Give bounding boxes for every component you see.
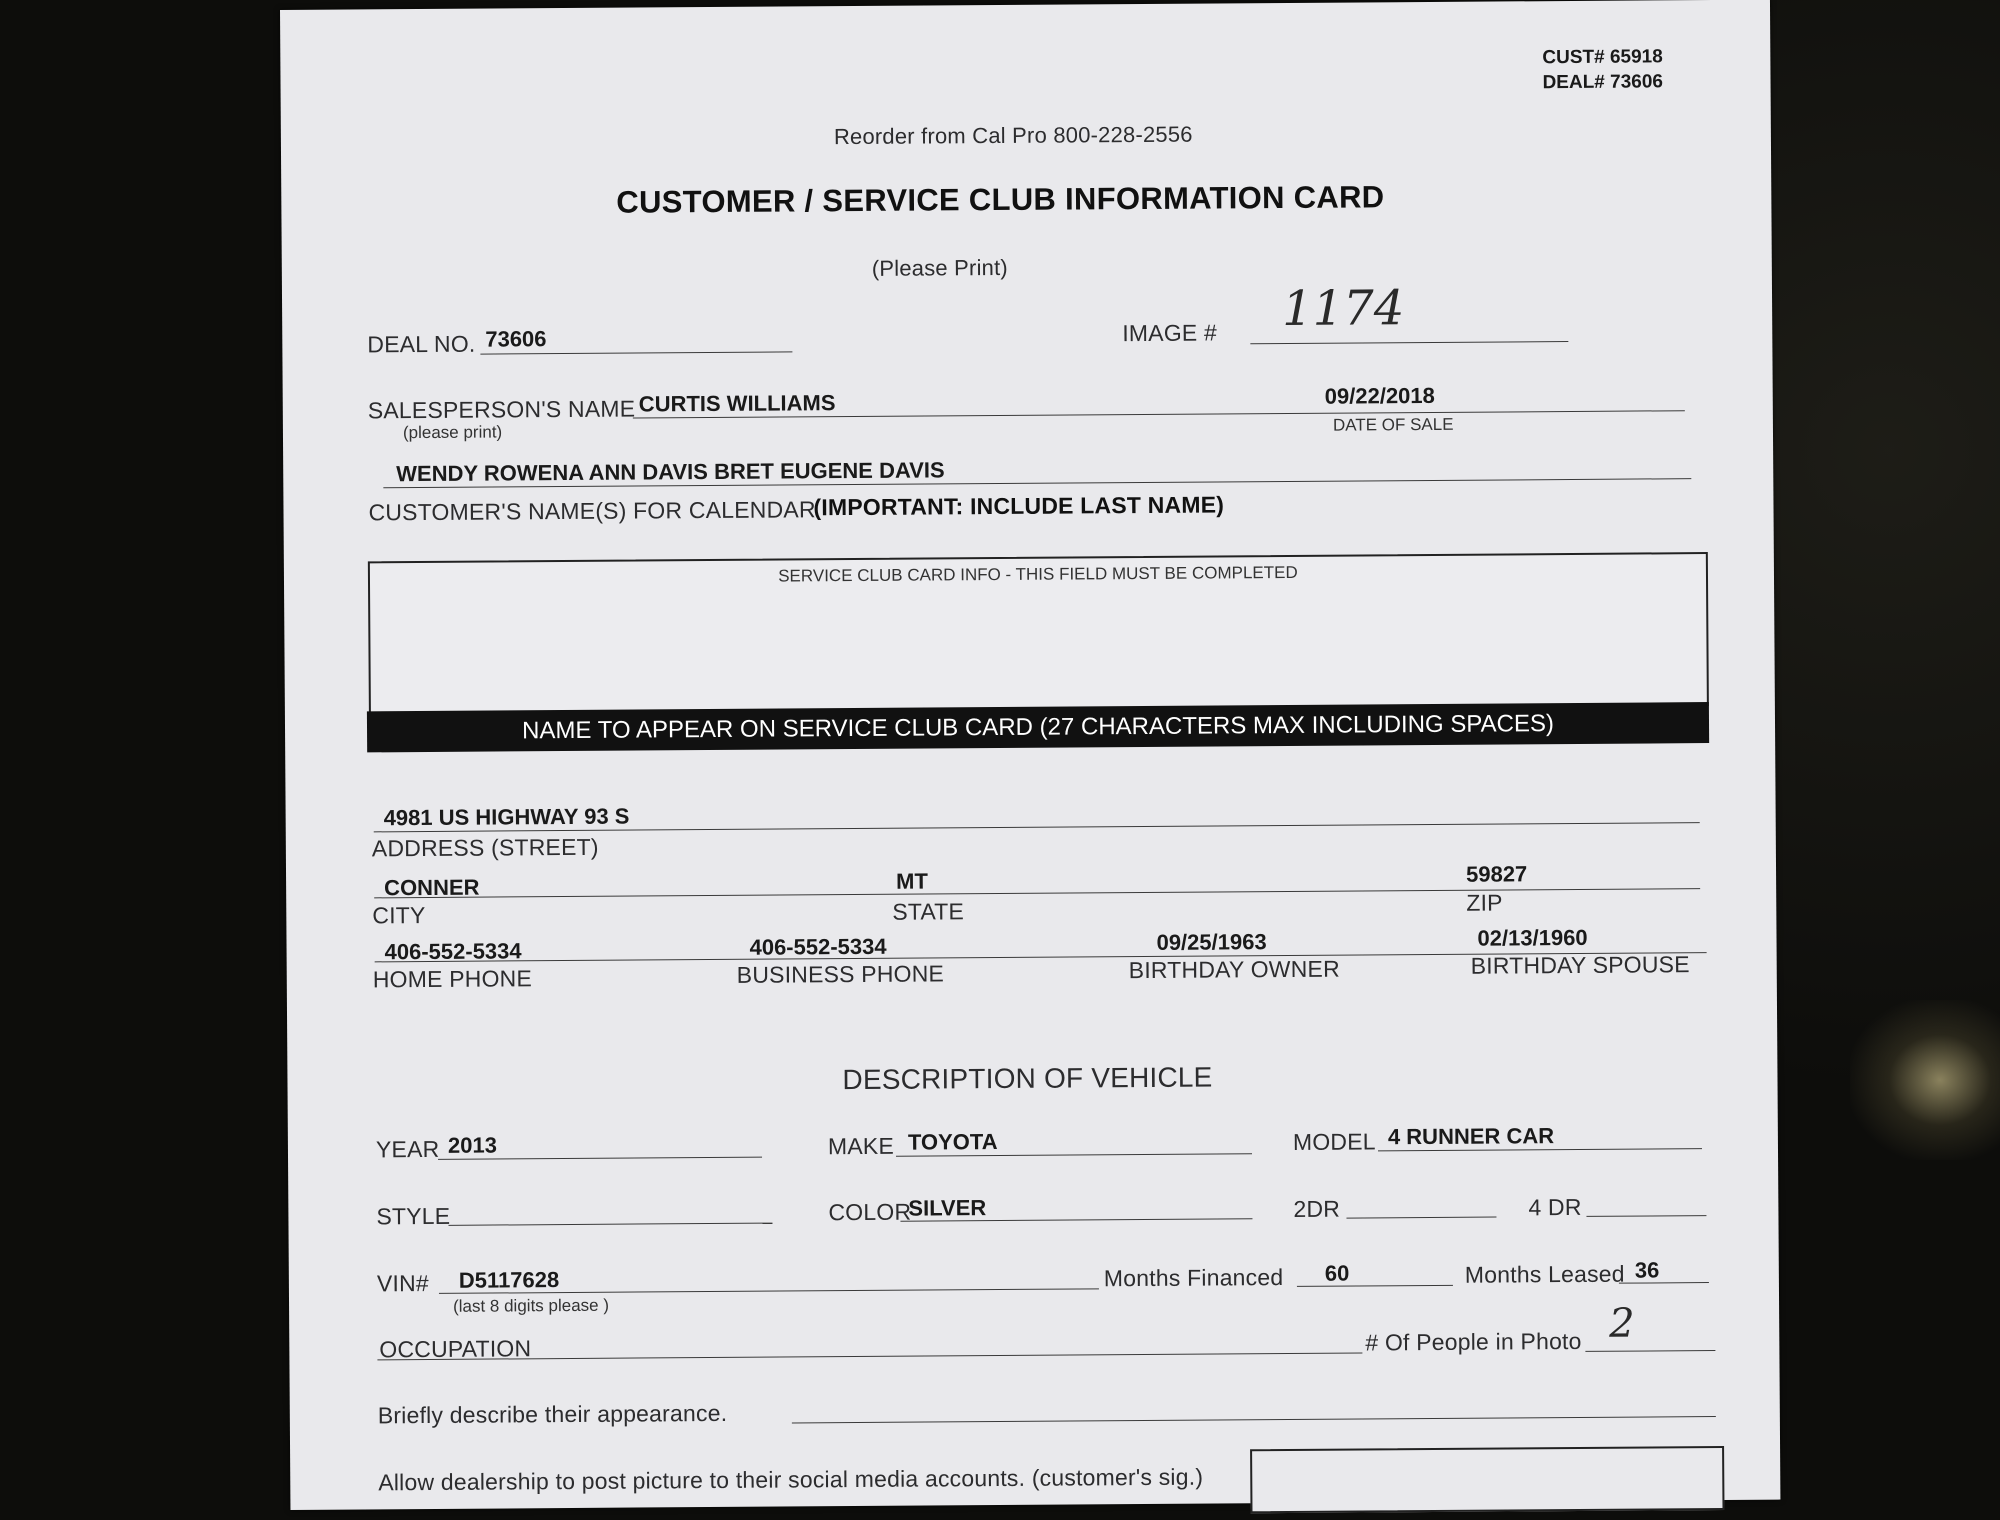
business-phone-label: BUSINESS PHONE: [736, 960, 945, 988]
vin-label: VIN#: [376, 1269, 429, 1297]
date-of-sale-label: DATE OF SALE: [1332, 414, 1454, 435]
customer-signature-box[interactable]: [1250, 1446, 1724, 1513]
occupation-label: OCCUPATION: [379, 1335, 532, 1363]
business-phone-value: 406-552-5334: [749, 933, 887, 960]
deal-no-value: 73606: [485, 326, 547, 352]
twodr-line: [1346, 1217, 1496, 1219]
home-phone-label: HOME PHONE: [372, 965, 533, 993]
fourdr-line: [1586, 1215, 1706, 1217]
salesperson-value: CURTIS WILLIAMS: [638, 390, 836, 417]
image-no-line: [1250, 341, 1568, 344]
info-card-paper: [280, 0, 1780, 1510]
social-media-label: Allow dealership to post picture to their social media accounts. (customer's sig.): [378, 1463, 1204, 1496]
appearance-line: [792, 1416, 1716, 1423]
months-leased-line: [1619, 1282, 1709, 1284]
birthday-spouse-label: BIRTHDAY SPOUSE: [1470, 951, 1690, 979]
please-print-text: (Please Print): [871, 254, 1008, 281]
months-financed-value: 60: [1324, 1260, 1350, 1286]
salesperson-label: SALESPERSON'S NAME: [367, 395, 636, 424]
card-title: CUSTOMER / SERVICE CLUB INFORMATION CARD: [616, 179, 1385, 220]
make-value: TOYOTA: [907, 1129, 998, 1155]
salesperson-sub: (please print): [402, 422, 503, 443]
service-club-box[interactable]: [368, 552, 1709, 715]
zip-label: ZIP: [1466, 889, 1503, 916]
date-of-sale-value: 09/22/2018: [1324, 382, 1435, 409]
home-phone-value: 406-552-5334: [384, 938, 522, 965]
months-financed-line: [1297, 1285, 1453, 1287]
months-leased-label: Months Leased: [1464, 1260, 1625, 1288]
city-value: CONNER: [384, 874, 480, 901]
deal-no-label: DEAL NO.: [367, 330, 476, 358]
style-label: STYLE: [376, 1202, 451, 1230]
style-line: [448, 1223, 772, 1226]
people-in-photo-line: [1585, 1350, 1715, 1352]
year-value: 2013: [447, 1132, 497, 1158]
customer-names-value: WENDY ROWENA ANN DAVIS BRET EUGENE DAVIS: [396, 457, 945, 487]
address-value: 4981 US HIGHWAY 93 S: [383, 803, 630, 831]
address-label: ADDRESS (STREET): [371, 833, 599, 862]
state-value: MT: [896, 868, 928, 894]
vin-sub: (last 8 digits please ): [452, 1295, 610, 1316]
customer-names-label: CUSTOMER'S NAME(S) FOR CALENDAR: [368, 496, 816, 526]
year-label: YEAR: [375, 1135, 440, 1163]
zip-value: 59827: [1465, 861, 1528, 887]
birthday-spouse-value: 02/13/1960: [1477, 924, 1588, 951]
birthday-owner-value: 09/25/1963: [1156, 929, 1267, 955]
background-glare: [1850, 1000, 2000, 1160]
twodr-label: 2DR: [1293, 1195, 1341, 1222]
appearance-label: Briefly describe their appearance.: [377, 1399, 728, 1429]
color-value: SILVER: [908, 1195, 987, 1221]
months-leased-value: 36: [1634, 1257, 1660, 1283]
cust-number: CUST# 65918: [1542, 46, 1663, 69]
state-label: STATE: [892, 898, 965, 925]
image-no-handwritten: 1174: [1281, 280, 1405, 338]
model-label: MODEL: [1292, 1128, 1376, 1155]
birthday-owner-label: BIRTHDAY OWNER: [1128, 955, 1340, 984]
service-club-name-bar: NAME TO APPEAR ON SERVICE CLUB CARD (27 CHARACTERS MAX INCLUDING SPACES): [367, 702, 1709, 752]
service-club-info: SERVICE CLUB CARD INFO - THIS FIELD MUST BE COMPLETED: [778, 562, 1298, 586]
vehicle-heading: DESCRIPTION OF VEHICLE: [842, 1061, 1213, 1096]
customer-names-important: (IMPORTANT: INCLUDE LAST NAME): [813, 491, 1225, 521]
reorder-text: Reorder from Cal Pro 800-228-2556: [833, 121, 1193, 150]
fourdr-label: 4 DR: [1528, 1193, 1582, 1221]
people-in-photo-handwritten: 2: [1609, 1300, 1635, 1347]
model-value: 4 RUNNER CAR: [1387, 1123, 1555, 1150]
vin-value: D5117628: [458, 1267, 560, 1293]
months-financed-label: Months Financed: [1103, 1264, 1284, 1292]
deal-number-header: DEAL# 73606: [1542, 71, 1664, 94]
make-label: MAKE: [827, 1132, 895, 1160]
people-in-photo-label: # Of People in Photo: [1365, 1327, 1582, 1356]
image-no-label: IMAGE #: [1122, 319, 1218, 347]
color-label: COLOR: [828, 1198, 912, 1226]
city-label: CITY: [372, 902, 426, 929]
